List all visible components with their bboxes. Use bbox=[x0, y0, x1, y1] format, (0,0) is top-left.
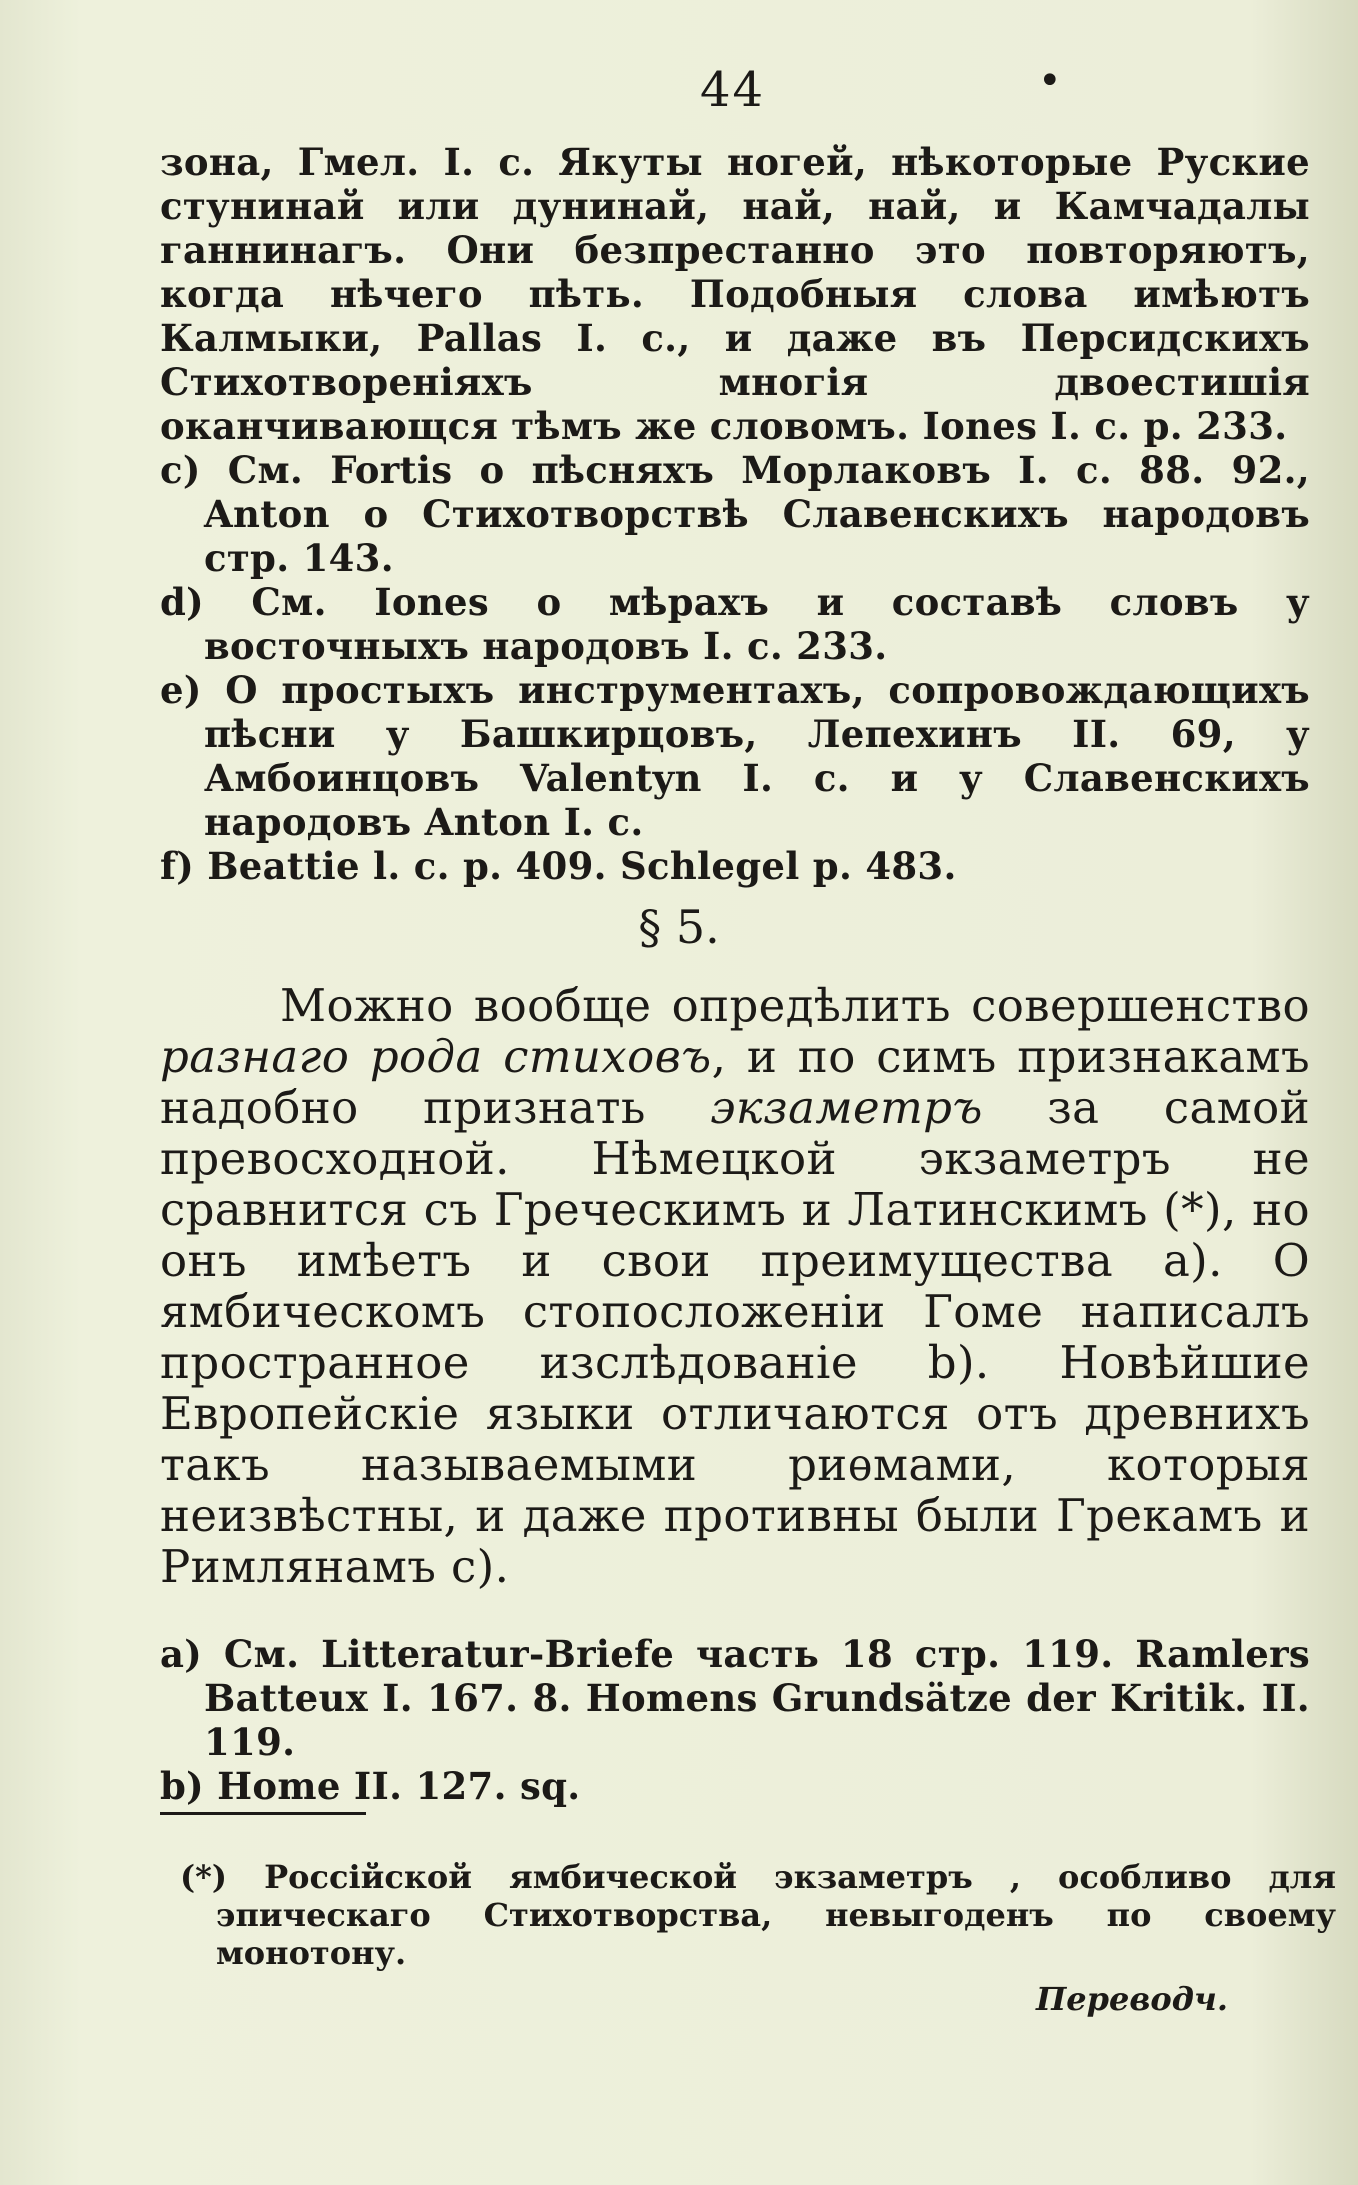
translator-note: (*) Россійской ямбической экзаметръ , особливо для эпическаго Стихотворства, невыгоденъ по своему монотону. bbox=[180, 1858, 1336, 1972]
footnote-b: b) Home II. 127. sq. bbox=[160, 1764, 581, 1808]
footnote-f: f) Beattie l. c. p. 409. Schlegel p. 483. bbox=[160, 844, 957, 888]
page-number: 44 bbox=[700, 62, 766, 118]
main-text bbox=[160, 980, 1310, 1592]
footnote-divider bbox=[160, 1812, 366, 1815]
text-italic-2: экзаметръ bbox=[710, 1081, 983, 1134]
footnote-d: d) См. Iones о мѣрахъ и составѣ словъ у восточныхъ народовъ I. с. 233. bbox=[160, 580, 1310, 668]
translator-signature: Переводч. bbox=[1036, 1980, 1228, 2018]
top-footnotes bbox=[160, 140, 1310, 888]
section-heading: § 5. bbox=[638, 900, 720, 954]
text-part-2: , и по симъ признакамъ надобно признать bbox=[160, 1030, 1310, 1134]
footnote-e: e) О простыхъ инструментахъ, сопровождающихъ пѣсни у Башкирцовъ, Лепехинъ II. 69, у Амбоинцовъ Valentyn I. c. и у Славенскихъ народовъ Anton I. c. bbox=[160, 668, 1310, 844]
text-part-1: Можно вообще опредѣлить совершенство bbox=[280, 979, 1310, 1032]
text-italic-1: разнаго рода стиховъ bbox=[160, 1030, 712, 1083]
text-part-3: за самой превосходной. Нѣмецкой экзаметръ не сравнится съ Греческимъ и Латинскимъ (*), но онъ имѣетъ и свои преимущества a). О ямбическомъ стопосложеніи Гоме написалъ пространное изслѣдованіе b). Новѣйшие Европейскіе языки отличаются отъ древнихъ такъ называемыми риѳмами, которыя неизвѣстны, и даже противны были Грекамъ и Римлянамъ c). bbox=[160, 1081, 1310, 1593]
bottom-footnotes bbox=[160, 1632, 1310, 1808]
footnote-a: a) См. Litteratur-Briefe часть 18 стр. 119. Ramlers Batteux I. 167. 8. Homens Grundsätze der Kritik. II. 119. bbox=[160, 1632, 1310, 1764]
page-mark: • bbox=[1038, 58, 1062, 104]
footnote-b-continuation: зона, Гмел. I. с. Якуты ногей, нѣкоторые Руские стунинай или дунинай, най, най, и Камчадалы ганнинагъ. Они безпрестанно это повторяютъ, когда нѣчего пѣть. Подобныя слова имѣютъ Калмыки, Pallas I. с., и даже въ Персидскихъ Стихотвореніяхъ многія двоестишія оканчивающся тѣмъ же словомъ. Iones I. c. p. 233. bbox=[160, 140, 1310, 448]
main-paragraph bbox=[160, 980, 1310, 1592]
footnote-c: c) См. Fortis о пѣсняхъ Морлаковъ I. с. 88. 92., Anton о Стихотворствѣ Славенскихъ народовъ стр. 143. bbox=[160, 448, 1310, 580]
